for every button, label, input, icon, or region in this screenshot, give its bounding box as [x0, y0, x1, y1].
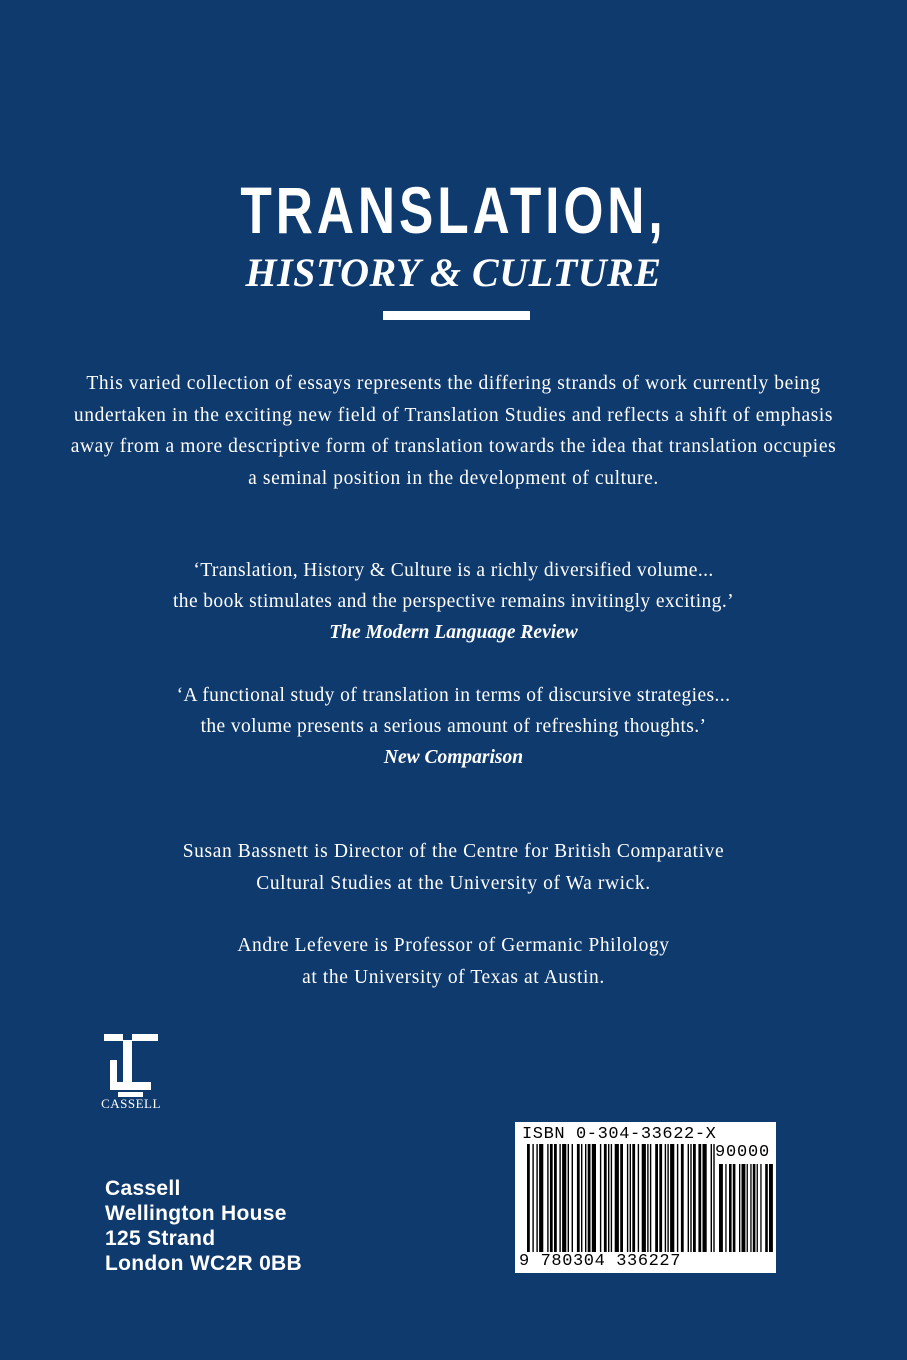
cassell-logo-text: CASSELL — [101, 1096, 161, 1111]
address-line-building: Wellington House — [105, 1202, 287, 1225]
isbn-barcode — [515, 1122, 776, 1273]
book-description: This varied collection of essays represents the differing strands of work currently being undertaken in the exciting new field of Translation Studies and reflects a shift of emphasis away from a more descriptive form of translation towards the idea that translation occupies a seminal position in the development of culture. — [70, 373, 837, 489]
isbn-number: ISBN 0-304-33622-X — [522, 1125, 717, 1144]
price-code: 90000 — [714, 1143, 770, 1162]
review-quote-1 — [70, 555, 837, 648]
author-bio-lefevere — [70, 930, 837, 993]
address-line-city: London WC2R 0BB — [105, 1252, 302, 1275]
book-title: TRANSLATION, — [240, 173, 667, 247]
author-bio-lefevere-line-2: at the University of Texas at Austin. — [302, 966, 605, 988]
review-quote-1-source: The Modern Language Review — [329, 622, 578, 643]
title-underline-bar — [383, 311, 530, 320]
address-line-street: 125 Strand — [105, 1227, 216, 1250]
review-quote-2-source: New Comparison — [383, 747, 524, 768]
author-bio-bassnett-line-1: Susan Bassnett is Director of the Centre for British Comparative — [182, 841, 725, 862]
review-quote-2-line-1: ‘A functional study of translation in terms of discursive strategies... — [176, 685, 731, 706]
author-bio-lefevere-line-1: Andre Lefevere is Professor of Germanic Philology — [237, 935, 670, 956]
author-bio-bassnett — [70, 836, 837, 899]
review-quote-1-line-1: ‘Translation, History & Culture is a richly diversified volume... — [193, 560, 714, 581]
book-subtitle: HISTORY & CULTURE — [245, 250, 662, 295]
review-quote-1-line-2: the book stimulates and the perspective remains invitingly exciting.’ — [172, 591, 734, 612]
ean-number: 9 780304 336227 — [519, 1252, 682, 1271]
review-quote-2 — [70, 680, 837, 773]
review-quote-2-line-2: the volume presents a serious amount of refreshing thoughts.’ — [200, 716, 707, 737]
author-bio-bassnett-line-2: Cultural Studies at the University of Wa rwick. — [256, 872, 651, 894]
publisher-address — [105, 1176, 302, 1276]
address-line-name: Cassell — [105, 1177, 181, 1200]
